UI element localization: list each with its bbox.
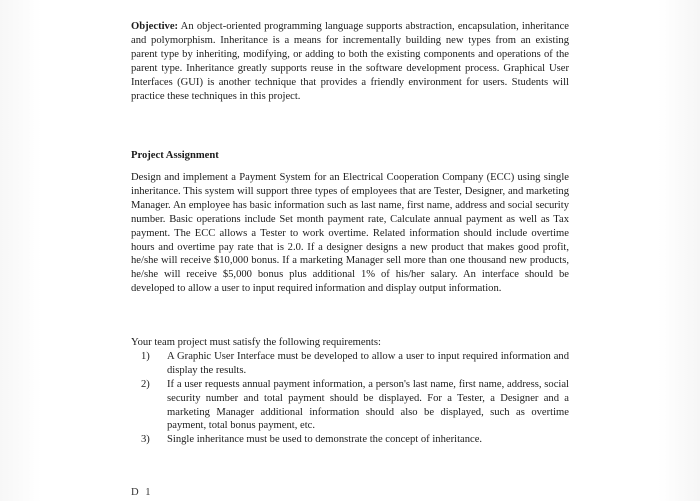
objective-label: Objective: [131, 21, 179, 32]
document-body [131, 20, 569, 447]
objective-section [131, 20, 569, 141]
requirement-text-3: Single inheritance must be used to demonstrate the concept of inheritance. [167, 434, 483, 446]
requirement-item-2 [131, 378, 569, 434]
objective-text: An object-oriented programming language supports abstraction, encapsulation, inheritance and polymorphism. Inheritance is a means for incrementally building new types from an existing parent type by inheriting, modifying, or adding to both the existing components and operations of the parent type. Inheritance greatly supports reuse in the software development process. Graphical User Interfaces (GUI) is another technique that provides a friendly environment for users. Students will practice these techniques in this project. [131, 21, 569, 102]
project-assignment-section [131, 171, 569, 330]
requirement-item-1 [131, 350, 569, 378]
requirement-text-1: A Graphic User Interface must be developed to allow a user to input required information and display the results. [167, 350, 569, 376]
project-assignment-heading-wrap [131, 149, 569, 169]
requirement-number-2: 2) [141, 378, 150, 390]
requirements-intro: Your team project must satisfy the following requirements: [131, 337, 381, 348]
objective-paragraph [131, 20, 569, 103]
project-assignment-heading: Project Assignment [131, 150, 219, 161]
requirement-number-3: 3) [141, 434, 150, 446]
cutoff-next-line [131, 484, 171, 501]
requirement-item-3 [131, 433, 569, 447]
project-assignment-paragraph: Design and implement a Payment System for an Electrical Cooperation Company (ECC) using single inheritance. This system will support three types of employees that are Tester, Designer, and marketing Manager. An employee has basic information such as last name, first name, address and social security number. Basic operations include Set month payment rate, Calculate annual payment as well as Tax payment. The ECC allows a Tester to work overtime. Related information should include overtime hours and overtime pay rate that is 2.0. If a designer designs a new product that makes good profit, he/she will receive $10,000 bonus. If a marketing Manager sell more than one thousand new products, he/she will receive $5,000 bonus plus additional 1% of his/her salary. An interface should be developed to allow a user to input required information and display output information. [131, 172, 569, 295]
requirements-list [131, 350, 569, 447]
requirements-section [131, 336, 569, 447]
requirement-number-1: 1) [141, 350, 150, 362]
cutoff-text: D 1 [131, 487, 153, 498]
requirement-text-2: If a user requests annual payment information, a person's last name, first name, address, social security number and total payment should be displayed. For a Tester, a Designer and a marketing Manager additional information should also be displayed, such as overtime payment, total bonus payment, etc. [167, 378, 569, 432]
